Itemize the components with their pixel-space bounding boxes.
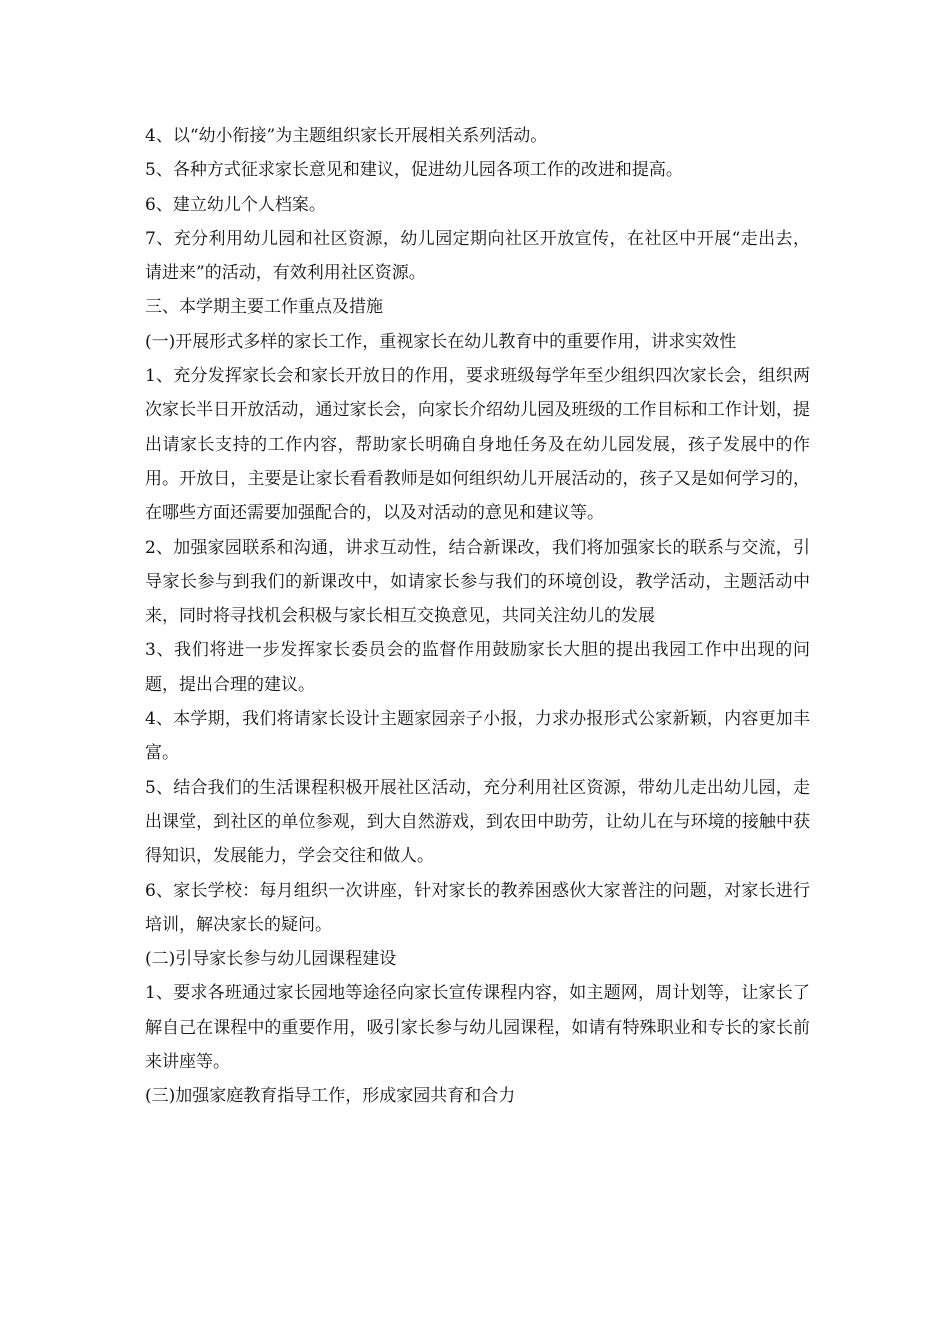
list-item-community: 7、充分利用幼儿园和社区资源，幼儿园定期向社区开放宣传，在社区中开展“走出去，请进来”的活动，有效利用社区资源。 — [145, 228, 810, 284]
list-item-communication: 2、加强家园联系和沟通，讲求互动性，结合新课改，我们将加强家长的联系与交流，引导家长参与到我们的新课改中，如请家长参与我们的环境创设，教学活动，主题活动中来，同时将寻找机会积极与家长相互交换意见，共同关注幼儿的发展 — [145, 537, 810, 627]
list-item-community-activities: 5、结合我们的生活课程积极开展社区活动，充分利用社区资源，带幼儿走出幼儿园，走出课堂，到社区的单位参观，到大自然游戏，到农田中助劳，让幼儿在与环境的接触中获得知识，发展能力，学会交往和做人。 — [145, 777, 810, 867]
section-heading: 三、本学期主要工作重点及措施 — [145, 297, 383, 318]
list-item-parent-school: 6、家长学校：每月组织一次讲座，针对家长的教养困惑伙大家普注的问题，对家长进行培训，解决家长的疑问。 — [145, 880, 810, 935]
list-item-committee: 3、我们将进一步发挥家长委员会的监督作用鼓励家长大胆的提出我园工作中出现的问题，提出合理的建议。 — [145, 640, 810, 695]
list-item-archives: 6、建立幼儿个人档案。 — [145, 194, 326, 215]
subsection-heading-2: (二)引导家长参与幼儿园课程建设 — [145, 949, 397, 970]
list-item-feedback: 5、各种方式征求家长意见和建议，促进幼儿园各项工作的改进和提高。 — [145, 160, 683, 181]
subsection-heading-3: (三)加强家庭教育指导工作，形成家园共育和合力 — [145, 1086, 516, 1107]
subsection-heading-1: (一)开展形式多样的家长工作，重视家长在幼儿教育中的重要作用，讲求实效性 — [145, 331, 737, 352]
list-item-activities: 4、以“幼小衔接”为主题组织家长开展相关系列活动。 — [145, 126, 548, 146]
list-item-newsletter: 4、本学期，我们将请家长设计主题家园亲子小报，力求办报形式公家新颖，内容更加丰富。 — [145, 709, 810, 764]
list-item-curriculum: 1、要求各班通过家长园地等途径向家长宣传课程内容，如主题网，周计划等，让家长了解自己在课程中的重要作用，吸引家长参与幼儿园课程，如请有特殊职业和专长的家长前来讲座等。 — [145, 983, 810, 1073]
document-body — [145, 119, 810, 1114]
list-item-parent-meeting: 1、充分发挥家长会和家长开放日的作用，要求班级每学年至少组织四次家长会，组织两次家长半日开放活动，通过家长会，向家长介绍幼儿园及班级的工作目标和工作计划，提出请家长支持的工作内容，帮助家长明确自身地任务及在幼儿园发展，孩子发展中的作用。开放日，主要是让家长看看教师是如何组织幼儿开展活动的，孩子又是如何学习的，在哪些方面还需要加强配合的，以及对活动的意见和建议等。 — [145, 366, 810, 524]
